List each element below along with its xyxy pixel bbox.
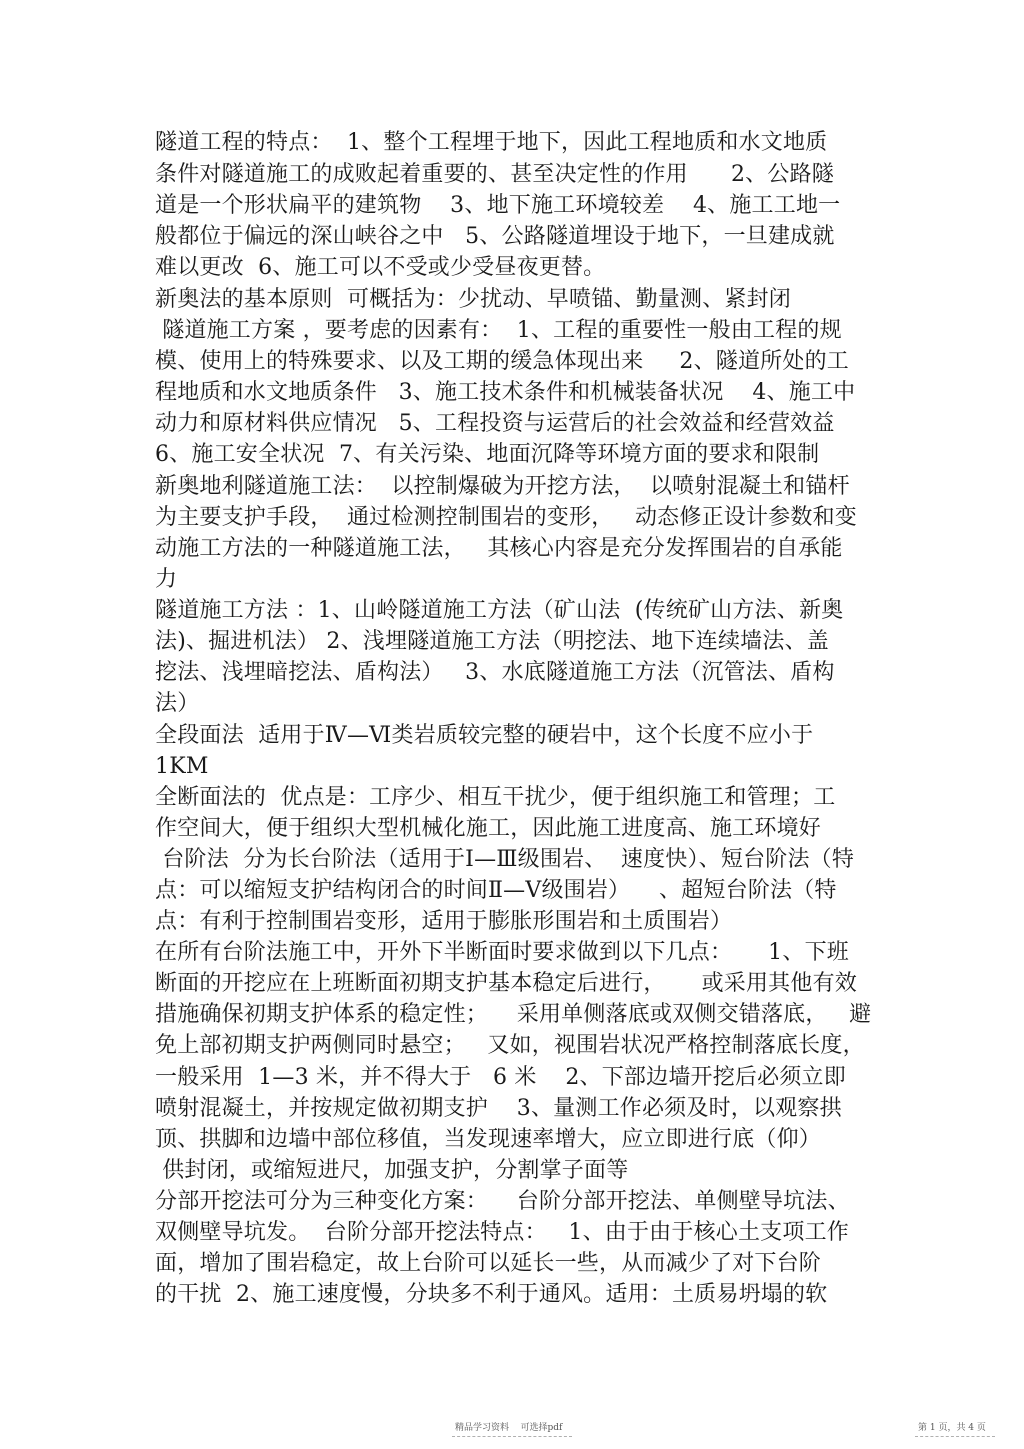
- text-line: 全断面法的 优点是：工序少、相互干扰少，便于组织施工和管理；工: [155, 785, 836, 810]
- text-line: 1KM: [155, 754, 209, 779]
- text-line: 力: [155, 567, 178, 592]
- footer-divider: [915, 1436, 995, 1437]
- text-line: 隧道工程的特点： 1、整个工程埋于地下，因此工程地质和水文地质: [155, 130, 828, 155]
- text-line: 全段面法 适用于Ⅳ—Ⅵ类岩质较完整的硬岩中，这个长度不应小于: [155, 723, 814, 748]
- text-line: 为主要支护手段， 通过检测控制围岩的变形， 动态修正设计参数和变: [155, 505, 857, 530]
- text-line: 台阶法 分为长台阶法（适用于Ⅰ—Ⅲ级围岩、 速度快）、短台阶法（特: [155, 847, 855, 872]
- text-line: 动力和原材料供应情况 5、工程投资与运营后的社会效益和经营效益: [155, 411, 835, 436]
- text-line: 的干扰 2、施工速度慢，分块多不利于通风。适用：土质易坍塌的软: [155, 1282, 828, 1307]
- text-line: 顶、拱脚和边墙中部位移值，当发现速率增大，应立即进行底（仰）: [155, 1127, 822, 1152]
- text-line: 作空间大，便于组织大型机械化施工，因此施工进度高、施工环境好: [155, 816, 822, 841]
- footer-note: 精品学习资料 可选择pdf: [455, 1423, 563, 1433]
- text-line: 点：有利于控制围岩变形，适用于膨胀形围岩和土质围岩）: [155, 909, 733, 934]
- text-line: 般都位于偏远的深山峡谷之中 5、公路隧道埋设于地下，一旦建成就: [155, 224, 835, 249]
- text-line: 喷射混凝土，并按规定做初期支护 3、量测工作必须及时，以观察拱: [155, 1096, 842, 1121]
- text-line: 挖法、浅埋暗挖法、盾构法） 3、水底隧道施工方法（沉管法、盾构: [155, 660, 835, 685]
- text-line: 措施确保初期支护体系的稳定性； 采用单侧落底或双侧交错落底， 避: [155, 1002, 872, 1027]
- text-line: 面，增加了围岩稳定，故上台阶可以延长一些，从而减少了对下台阶: [155, 1251, 822, 1276]
- page-number: 第 1 页，共 4 页: [918, 1423, 986, 1433]
- text-line: 条件对隧道施工的成败起着重要的、甚至决定性的作用 2、公路隧: [155, 162, 834, 187]
- text-line: 双侧壁导坑发。 台阶分部开挖法特点： 1、由于由于核心土支项工作: [155, 1220, 849, 1245]
- text-line: 法)、掘进机法） 2、浅埋隧道施工方法（明挖法、地下连续墙法、盖: [155, 629, 829, 654]
- text-line: 难以更改 6、施工可以不受或少受昼夜更替。: [155, 255, 606, 280]
- text-line: 新奥地利隧道施工法： 以控制爆破为开挖方法， 以喷射混凝土和锚杆: [155, 474, 850, 499]
- text-line: 免上部初期支护两侧同时悬空； 又如，视围岩状况严格控制落底长度，: [155, 1033, 865, 1058]
- text-line: 6、施工安全状况 7、有关污染、地面沉降等环境方面的要求和限制: [155, 442, 820, 467]
- footer-divider: [452, 1436, 572, 1437]
- text-line: 隧道施工方案 ，要考虑的因素有： 1、工程的重要性一般由工程的规: [155, 318, 842, 343]
- text-line: 道是一个形状扁平的建筑物 3、地下施工环境较差 4、施工工地一: [155, 193, 841, 218]
- text-line: 隧道施工方法 ：1、山岭隧道施工方法（矿山法 (传统矿山方法、新奥: [155, 598, 844, 623]
- text-line: 程地质和水文地质条件 3、施工技术条件和机械装备状况 4、施工中: [155, 380, 856, 405]
- text-line: 分部开挖法可分为三种变化方案： 台阶分部开挖法、单侧壁导坑法、: [155, 1189, 850, 1214]
- text-line: 在所有台阶法施工中，开外下半断面时要求做到以下几点： 1、下班: [155, 940, 849, 965]
- text-line: 动施工方法的一种隧道施工法， 其核心内容是充分发挥围岩的自承能: [155, 536, 843, 561]
- text-line: 点：可以缩短支护结构闭合的时间Ⅱ—Ⅴ级围岩） 、超短台阶法（特: [155, 878, 837, 903]
- text-line: 供封闭，或缩短进尺，加强支护，分割掌子面等: [155, 1158, 629, 1183]
- text-line: 一般采用 1—3 米，并不得大于 6 米 2、下部边墙开挖后必须立即: [155, 1065, 846, 1090]
- text-line: 法）: [155, 691, 200, 716]
- text-line: 断面的开挖应在上班断面初期支护基本稳定后进行， 或采用其他有效: [155, 971, 857, 996]
- text-line: 模、使用上的特殊要求、以及工期的缓急体现出来 2、隧道所处的工: [155, 349, 849, 374]
- text-line: 新奥法的基本原则 可概括为：少扰动、早喷锚、勤量测、紧封闭: [155, 287, 791, 312]
